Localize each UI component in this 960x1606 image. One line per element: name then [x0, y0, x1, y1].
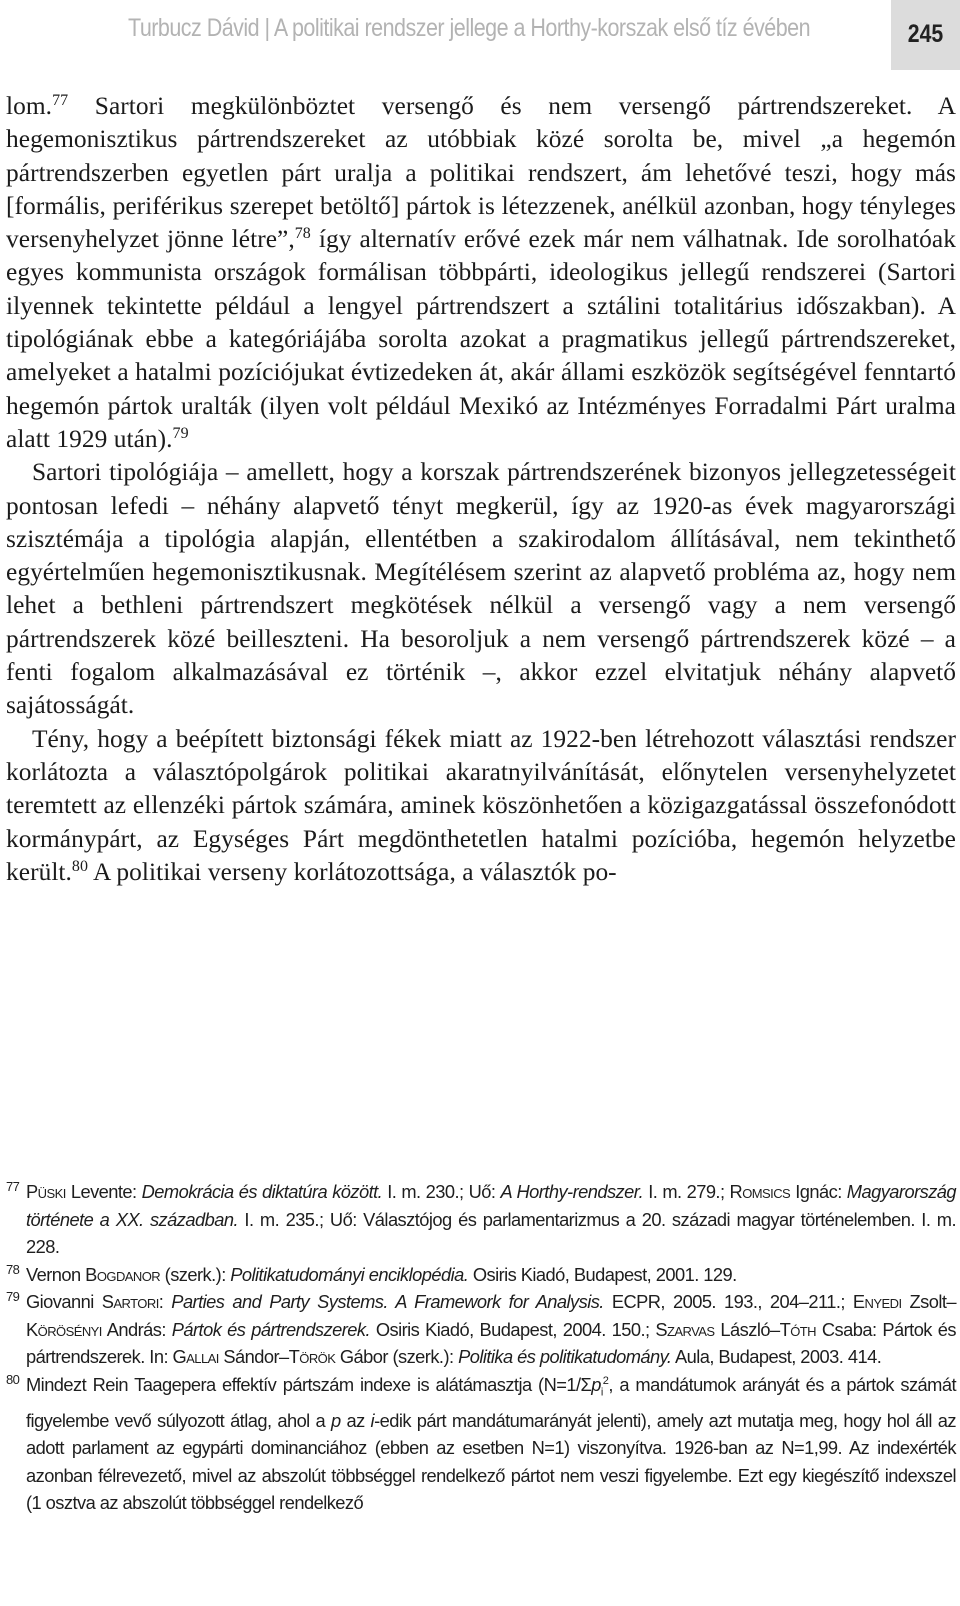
footnote-ref-78[interactable]: 78 [294, 225, 311, 243]
footnote-number: 80 [6, 1371, 20, 1387]
footnote-80: 80 Mindezt Rein Taagepera effektív pártszám indexe is alátámasztja ($N=1/\Sigma p_i^2$, a mandátumok arányát és a pártok számát figyelembe vevő súlyozott átlag, ahol a p az i-edik párt mandátumarányát jelenti), amely azt mutatja meg, hogy hol áll az adott parlament az egypárti dominanciához (ebben az esetben N=1) viszonyítva. 1926-ban az N=1,99. Az indexérték azonban félrevezető, mivel az abszolút többséggel rendelkező pártot nem veszi figyelembe. Ezt egy kiegészítő indexszel (1 osztva az abszolút többséggel rendelkező [6, 1371, 956, 1517]
paragraph-3: Tény, hogy a beépített biztonsági fékek miatt az 1922-ben létrehozott választási rendszer korlátozta a választópolgárok politikai akaratnyilvánítását, előnytelen versenyhelyzetet teremtett az ellenzéki pártok számára, aminek köszönhetően a közigazgatással összefonódott kormánypárt, az Egységes Párt megdönthetetlen hatalmi pozícióba, hegemón helyzetbe került.$^{80}$ A politikai verseny korlátozottsága, a választók po- [6, 724, 956, 886]
footnote-79: 79 Giovanni Sartori: Parties and Party Systems. A Framework for Analysis. ECPR, 2005. 193., 204–211.; Enyedi Zsolt–Körösényi András: Pártok és pártrendszerek. Osiris Kiadó, Budapest, 2004. 150.; Szarvas László–Tóth Csaba: Pártok és pártrendszerek. In: Gallai Sándor–Török Gábor (szerk.): Politika és politikatudomány. Aula, Budapest, 2003. 414. [6, 1288, 956, 1371]
footnotes [6, 1178, 956, 1517]
footnote-ref-80[interactable]: 80 [71, 857, 89, 875]
running-header [0, 0, 960, 72]
footnote-78: 78 Vernon Bogdanor (szerk.): Politikatudományi enciklopédia. Osiris Kiadó, Budapest, 2001. 129. [6, 1261, 956, 1289]
page-number: 245 [907, 20, 944, 48]
footnote-ref-77[interactable]: 77 [52, 92, 69, 109]
footnote-number: 77 [6, 1179, 20, 1194]
body-text [6, 90, 956, 889]
page-number-box [891, 0, 960, 70]
paragraph-1: lom.$^{77}$ Sartori megkülönböztet versengő és nem versengő pártrendszereket. A hegemonisztikus pártrendszereket az utóbbiak közé sorolta be, mivel „a hegemón pártrendszerben egyetlen párt uralja a politikai rendszert, ám lehetővé teszi, hogy más [formális, periférikus szerepet betöltő] pártok is létezzenek, anélkül azonban, hogy tényleges versenyhelyzet jönne létre”,$^{78}$ így alternatív erővé ezek már nem válhatnak. Ide sorolhatóak egyes kommunista országok formálisan többpárti, ideologikus jellegű rendszerei (Sartori ilyennek tekintette például a lengyel pártrendszert a sztálini totalitárius időszakban). A tipológiának ebbe a kategóriájába sorolta azokat a pragmatikus jellegű pártrendszereket, amelyeket a hatalmi pozíciójukat évtizedeken át, akár állami eszközök segítségével fenntartó hegemón pártok uralták (ilyen volt például Mexikó az Intézményes Forradalmi Párt uralma alatt 1929 után).$^{79}$ [6, 92, 956, 453]
footnote-number: 78 [6, 1261, 20, 1277]
paragraph-2: Sartori tipológiája – amellett, hogy a korszak pártrendszerének bizonyos jellegzetességeit pontosan lefedi – néhány alapvető tényt megkerül, így az 1920-as évek magyarországi szisztémája a tipológia alapján, ellentétben a szakirodalom állításával, nem tekinthető egyértelműen hegemonisztikusnak. Megítélésem szerint az alapvető probléma az, hogy nem lehet a bethleni pártrendszert megkötések nélkül a versengő vagy a nem versengő pártrendszerek közé beilleszteni. Ha besoroljuk a nem versengő pártrendszerek közé – a fenti fogalom alkalmazásával ez történik –, akkor ezzel elvitatjuk néhány alapvető sajátosságát. [6, 458, 956, 720]
header-title: Turbucz Dávid | A politikai rendszer jellege a Horthy-korszak első tíz évében [128, 14, 811, 42]
footnote-number: 79 [6, 1289, 20, 1304]
footnote-77: 77 Püski Levente: Demokrácia és diktatúra között. I. m. 230.; Uő: A Horthy-rendszer. I. m. 279.; Romsics Ignác: Magyarország története a XX. században. I. m. 235.; Uő: Választójog és parlamentarizmus a 20. századi magyar történelemben. I. m. 228. [6, 1178, 956, 1261]
footnote-ref-79[interactable]: 79 [172, 424, 189, 442]
